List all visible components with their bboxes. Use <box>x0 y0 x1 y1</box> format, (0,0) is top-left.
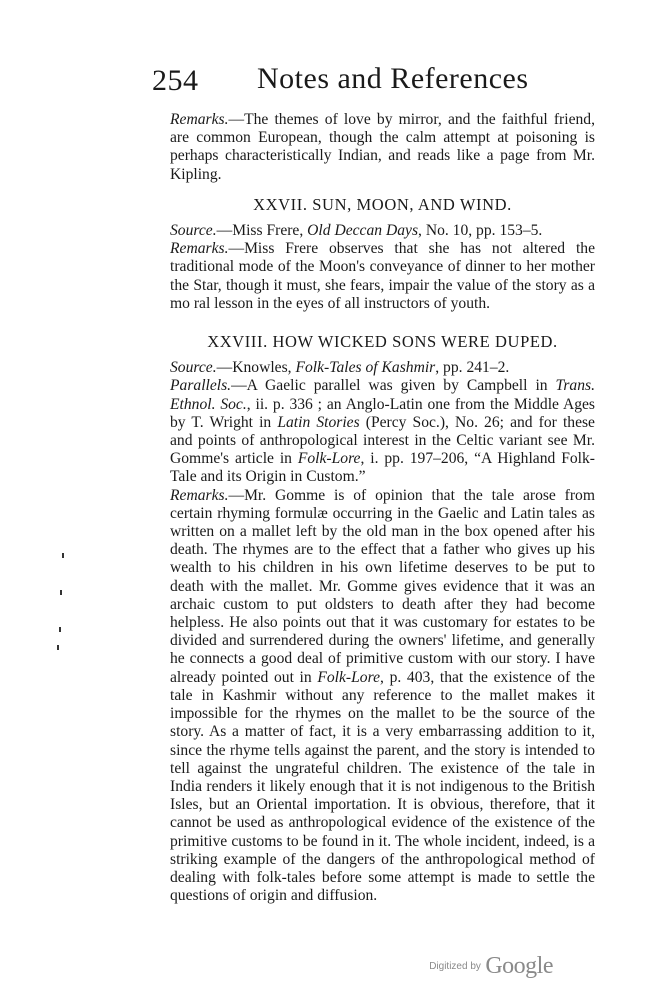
journal-title: Trans. Ethnol. Soc. <box>170 377 595 413</box>
paragraph-text: , pp. 241–2. <box>435 359 510 377</box>
lead-remarks: Remarks. <box>170 111 229 128</box>
lead-remarks: Remarks. <box>170 240 229 258</box>
paragraph-text: —A Gaelic parallel was given by Campbell in <box>231 377 556 395</box>
margin-speck <box>59 627 61 632</box>
section-heading-xxvii: XXVII. SUN, MOON, AND WIND. <box>253 194 512 214</box>
lead-source: Source. <box>170 222 217 240</box>
paragraph-text: , ii. p. 336 ; an Anglo-Latin one from the Middle Ages by T. Wright in <box>170 395 595 431</box>
remarks-paragraph-1 <box>170 111 595 184</box>
margin-speck <box>62 553 64 558</box>
paragraph-text: —Miss Frere observes that she has not altered the traditional mode of the Moon's conveyance of dinner to her mother the Star, though it must, she fears, impair the value of the story as a mo ral lesson in the eyes of all instructors of youth. <box>170 240 595 312</box>
lead-source: Source. <box>170 359 217 377</box>
running-title: Notes and References <box>257 62 529 95</box>
margin-speck <box>60 590 62 595</box>
remarks-paragraph-xxviii <box>170 487 595 906</box>
remarks-paragraph-xxvii <box>170 240 595 313</box>
paragraph-text: —The themes of love by mirror, and the faithful friend, are common European, though the calm attempt at poisoning is perhaps characteristically Indian, and reads like a page from Mr. Kipling. <box>170 111 595 183</box>
page-body <box>170 111 595 905</box>
book-title: Latin Stories <box>277 413 360 431</box>
lead-remarks: Remarks. <box>170 486 229 504</box>
section-heading-xxviii: XXVIII. HOW WICKED SONS WERE DUPED. <box>207 332 558 352</box>
parallels-paragraph <box>170 377 595 486</box>
book-title: Folk-Tales of Kashmir <box>295 359 436 377</box>
source-paragraph-xxviii <box>170 359 595 377</box>
digitized-watermark <box>429 953 553 980</box>
paragraph-text: (Percy Soc.), No. 26; and for these and points of anthropological interest in the Celtic variant see Mr. Gomme's article in <box>170 413 595 468</box>
paragraph-text: —Miss Frere, <box>216 222 308 240</box>
journal-title: Folk-Lore <box>297 450 361 468</box>
digitized-label: Digitized by <box>429 961 481 972</box>
page-header <box>152 62 592 102</box>
paragraph-text: , p. 403, that the existence of the tale in Kashmir without any reference to the mallet makes it impossible for the rhymes on the mallet to be the source of the story. As a matter of fact, it is a very embarrassing addition to it, since the rhyme tells against the parent, and the story is intended to tell against the ungrateful children. The existence of the tale in India renders it likely enough that it is not indigenous to the British Isles, but an Oriental importation. It is obvious, therefore, that it cannot be used as anthropological evidence of the existence of the primitive customs to be found in it. The whole incident, indeed, is a striking example of the dangers of the anthropological method of dealing with folk-tales before some attempt is made to settle the questions of origin and diffusion. <box>170 668 595 905</box>
page-number: 254 <box>152 64 199 97</box>
paragraph-text: , i. pp. 197–206, “A Highland Folk-Tale and its Origin in Custom.” <box>170 450 595 486</box>
paragraph-text: —Knowles, <box>216 359 296 377</box>
google-logo: Google <box>485 953 553 979</box>
paragraph-text: —Mr. Gomme is of opinion that the tale arose from certain rhyming formulæ occurring in the Gaelic and Latin tales as written on a mallet left by the old man in the box opened after his death. The rhymes are to the effect that a father who gives up his wealth to his children in his own lifetime deserves to be put to death with the mallet. Mr. Gomme gives evidence that it was an archaic custom to put oldsters to death after they had become helpless. He also points out that it was customary for estates to be divided and surrendered during the owners' lifetime, and generally he connects a good deal of primitive custom with our story. I have already pointed out in <box>170 486 595 686</box>
book-title: Old Deccan Days <box>307 222 419 240</box>
journal-title: Folk-Lore <box>317 668 381 686</box>
margin-speck <box>57 645 59 650</box>
lead-parallels: Parallels. <box>170 377 232 395</box>
paragraph-text: , No. 10, pp. 153–5. <box>418 222 543 240</box>
source-paragraph-xxvii <box>170 222 595 240</box>
